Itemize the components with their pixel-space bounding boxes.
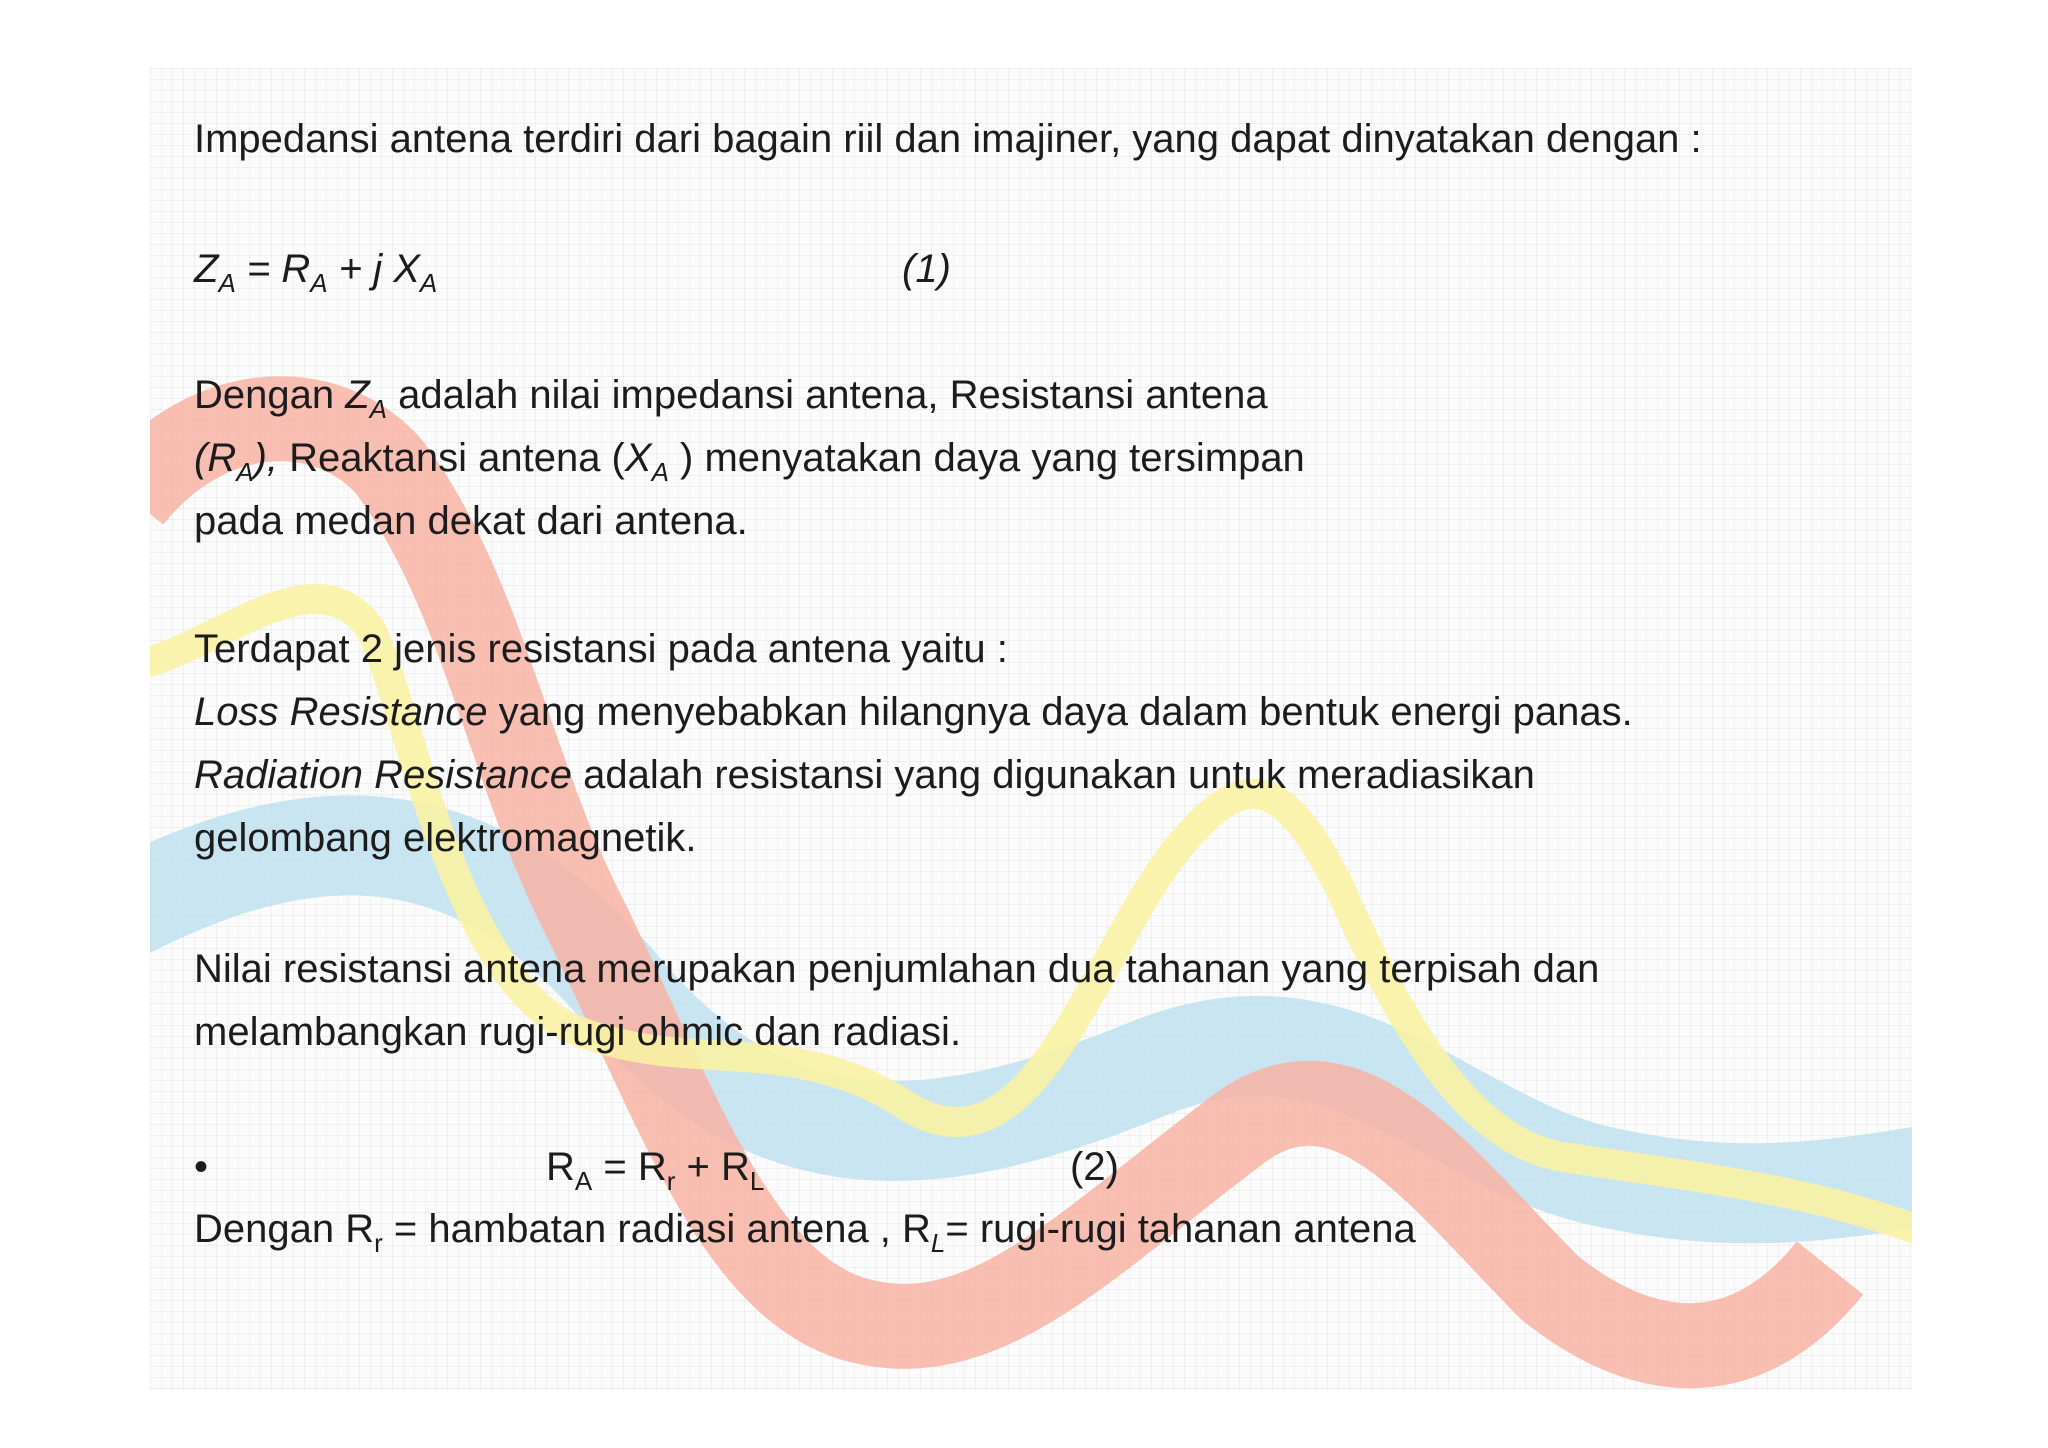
intro-text: Impedansi antena terdiri dari bagain riil dan imajiner, yang dapat dinyatakan dengan : bbox=[194, 117, 1702, 161]
equation-2: $R_A = R_r + R_L$ bbox=[546, 1145, 765, 1196]
loss-resistance-line: Loss Resistance yang menyebabkan hilangnya daya dalam bentuk energi panas. bbox=[194, 690, 1633, 734]
paragraph-sum-line-2: melambangkan rugi-rugi ohmic dan radiasi. bbox=[194, 1010, 962, 1054]
paragraph-resistance-sum bbox=[194, 938, 1599, 1064]
equation-1-number: (1) bbox=[902, 247, 951, 291]
paragraph-sum-line-1: Nilai resistansi antena merupakan penjumlahan dua tahanan yang terpisah dan bbox=[194, 947, 1600, 991]
paragraph-resistance-line-1: Terdapat 2 jenis resistansi pada antena yaitu : bbox=[194, 627, 1008, 671]
paragraph-definitions: Dengan $R_r$ = hambatan radiasi antena , $R_L=$ rugi-rugi tahanan antena bbox=[194, 1207, 1416, 1258]
paragraph-impedance-line-2: $(R_A)$, Reaktansi antena ($X_A$ ) menyatakan daya yang tersimpan bbox=[194, 436, 1305, 487]
equation-1: $Z_A = R_A + j$ $X_A$ bbox=[194, 247, 438, 298]
paragraph-impedance-line-3: pada medan dekat dari antena. bbox=[194, 499, 748, 543]
paragraph-resistance-line-4: gelombang elektromagnetik. bbox=[194, 816, 697, 860]
paragraph-impedance-line-1: Dengan $Z_A$ adalah nilai impedansi antena, Resistansi antena bbox=[194, 373, 1268, 424]
equation-2-bullet: • bbox=[194, 1145, 209, 1189]
paragraph-resistance-types bbox=[194, 618, 1633, 870]
radiation-resistance-line: Radiation Resistance adalah resistansi yang digunakan untuk meradiasikan bbox=[194, 753, 1535, 797]
equation-2-number: (2) bbox=[1070, 1145, 1119, 1189]
slide bbox=[150, 68, 1912, 1390]
paragraph-impedance bbox=[194, 364, 1305, 553]
